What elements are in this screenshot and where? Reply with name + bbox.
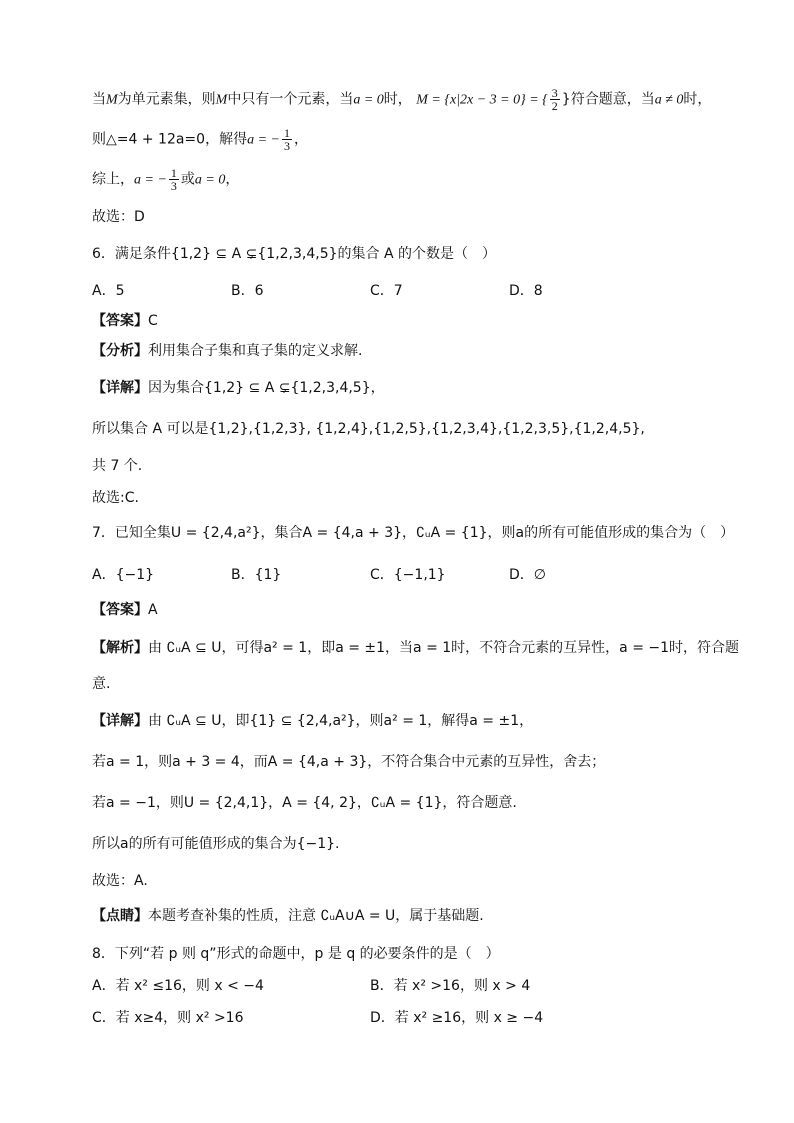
text: C (148, 313, 158, 329)
math: a ≠ 0 (654, 92, 684, 108)
math: a = − (247, 132, 280, 148)
option-d: D．若 x² ≥16，则 x ≥ −4 (370, 1010, 544, 1026)
tag: 【解析】 (92, 640, 148, 656)
detail-6d: 故选:C. (92, 490, 139, 506)
answer-6 (92, 311, 158, 331)
text: }符合题意，当 (561, 91, 655, 108)
detail-7c: 若a = −1，则U = {2,4,1}，A = {4, 2}，∁ᵤA = {1}，符合题意. (92, 795, 517, 811)
text: 由 ∁ᵤA ⊆ U，即{1} ⊆ {2,4,a²}，则a² = 1，解得a = ±1， (148, 713, 534, 729)
option-a: A．若 x² ≤16，则 x < −4 (92, 978, 264, 994)
detail-6c: 共 7 个. (92, 458, 143, 474)
option-b: B．6 (231, 283, 264, 299)
text: 中只有一个元素，当 (227, 91, 354, 108)
option-c: C．7 (370, 283, 403, 299)
detail-7 (92, 711, 533, 731)
text: 时， (383, 91, 412, 108)
detail-6 (92, 378, 385, 398)
detail-6b: 所以集合 A 可以是{1,2},{1,2,3}, {1,2,4},{1,2,5},{1,2,3,4},{1,2,3,5},{1,2,4,5}, (92, 421, 645, 437)
math: M (106, 92, 118, 108)
tag: 【点睛】 (92, 908, 148, 924)
detail-7b: 若a = 1，则a + 3 = 4，而A = {4,a + 3}，不符合集合中元素的互异性，舍去； (92, 754, 606, 770)
question-6: 6．满足条件{1,2} ⊆ A ⊊{1,2,3,4,5}的集合 A 的个数是（ ） (92, 246, 497, 262)
fraction: $\frac{1}{3}$ (170, 166, 177, 193)
analysis-6 (92, 341, 362, 361)
option-c: C．若 x≥4，则 x² >16 (92, 1010, 244, 1026)
text: 综上， (92, 171, 134, 188)
text: A (148, 602, 158, 618)
math: a = 0 (353, 92, 384, 108)
text: 时， (683, 91, 712, 108)
option-d: D．∅ (509, 567, 546, 583)
option-a: A．5 (92, 283, 125, 299)
tag: 【详解】 (92, 380, 148, 396)
text: 或 (180, 171, 195, 188)
question-8: 8．下列“若 p 则 q”形式的命题中，p 是 q 的必要条件的是（ ） (92, 946, 500, 962)
detail-7d: 所以a的所有可能值形成的集合为{−1}. (92, 836, 340, 852)
option-b: B．若 x² >16，则 x > 4 (370, 978, 531, 994)
math: M (215, 92, 228, 108)
fraction: $\frac{3}{2}$ (551, 86, 558, 113)
tag: 【答案】 (92, 313, 148, 329)
option-c: C．{−1,1} (370, 567, 446, 583)
tag: 【详解】 (92, 713, 148, 729)
tag: 【分析】 (92, 343, 148, 359)
math: a = 0 (194, 172, 226, 188)
text: 为单元素集，则 (117, 91, 216, 108)
text: 本题考查补集的性质，注意 ∁ᵤA∪A = U，属于基础题. (148, 908, 484, 924)
text: 则△=4 + 12a=0，解得 (92, 131, 248, 148)
solution-line-2 (92, 127, 308, 152)
option-d: D．8 (509, 283, 543, 299)
solution-line-1 (92, 87, 711, 112)
question-7: 7．已知全集U = {2,4,a²}，集合A = {4,a + 3}，∁ᵤA = {1}，则a的所有可能值形成的集合为（ ） (92, 525, 735, 541)
answer-choice-line: 故选：D (92, 209, 145, 225)
tag: 【答案】 (92, 602, 148, 618)
option-a: A．{−1} (92, 567, 155, 583)
text: 利用集合子集和真子集的定义求解. (148, 343, 363, 359)
fraction: $\frac{1}{3}$ (283, 126, 290, 153)
solution-line-3 (92, 167, 239, 192)
comment-7 (92, 906, 484, 926)
text: ， (293, 131, 308, 148)
text: 当 (92, 91, 106, 108)
math: a = − (134, 172, 167, 188)
analysis-7b: 意. (92, 676, 111, 692)
math: M = {x|2x − 3 = 0} = { (416, 92, 548, 108)
text: 由 ∁ᵤA ⊆ U，可得a² = 1，即a = ±1，当a = 1时，不符合元素的互异性，a = −1时，符合题 (148, 640, 740, 656)
answer-7 (92, 600, 158, 620)
analysis-7 (92, 638, 739, 658)
text: ， (225, 171, 240, 188)
option-b: B．{1} (231, 567, 282, 583)
detail-7e: 故选：A. (92, 873, 148, 889)
text: 因为集合{1,2} ⊆ A ⊊{1,2,3,4,5}， (148, 380, 385, 396)
